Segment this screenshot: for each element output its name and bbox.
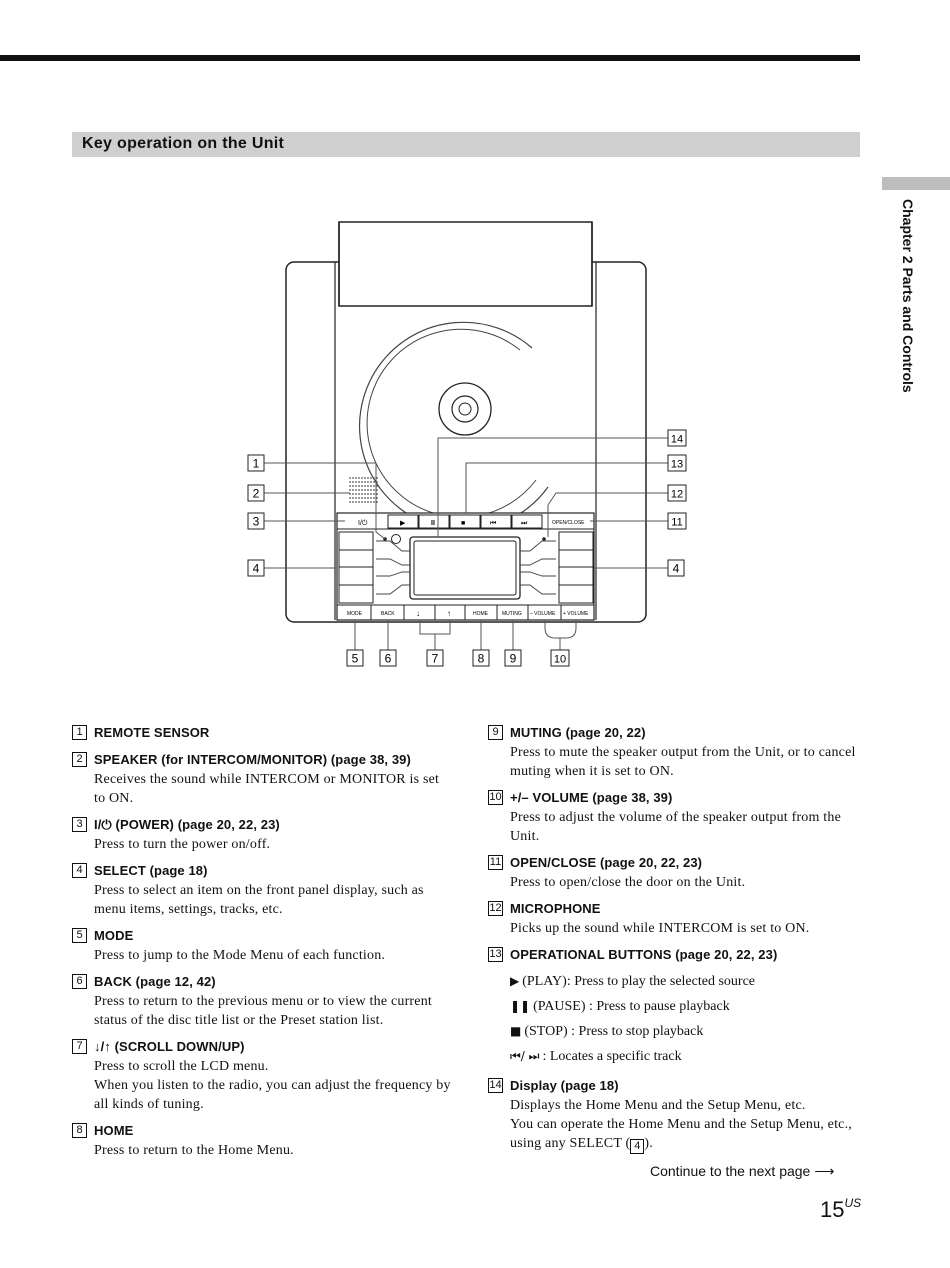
mode-button-label[interactable]: MODE	[347, 611, 362, 617]
callout-11	[668, 513, 686, 529]
item-description: Press to return to the Home Menu.	[94, 1143, 294, 1158]
select-button-left-2[interactable]	[339, 550, 373, 567]
item-number: 12	[489, 902, 502, 914]
item-title: SPEAKER (for INTERCOM/MONITOR) (page 38, 39)	[94, 752, 411, 767]
item-title: ↓/↑ (SCROLL DOWN/UP)	[94, 1039, 245, 1054]
svg-text:13: 13	[670, 458, 684, 471]
item-title: SELECT (page 18)	[94, 863, 208, 878]
back-button-label[interactable]: BACK	[381, 611, 395, 617]
next-button-label: ⏭	[521, 520, 528, 527]
select-button-left-4[interactable]	[339, 585, 373, 603]
svg-text:6: 6	[384, 651, 392, 666]
callout-6	[380, 650, 396, 666]
item-number: 5	[72, 928, 87, 943]
svg-text:12: 12	[670, 488, 684, 501]
item-description: Picks up the sound while INTERCOM is set to ON.	[510, 921, 810, 936]
item-description: Press to open/close the door on the Unit.	[510, 875, 746, 890]
stop-icon: ■	[510, 1024, 522, 1038]
svg-text:5: 5	[351, 651, 359, 666]
item-title: I/⏻ (POWER) (page 20, 22, 23)	[94, 817, 280, 832]
item-number: 1	[72, 725, 87, 740]
item-title: Display (page 18)	[510, 1078, 619, 1093]
item-number: 7	[72, 1039, 87, 1054]
door-panel	[339, 222, 592, 306]
item-title: OPERATIONAL BUTTONS (page 20, 22, 23)	[510, 947, 778, 962]
page-number: $15^{US}$	[820, 1196, 862, 1222]
item-number: 9	[488, 725, 503, 740]
inline-callout-ref: 4	[630, 1139, 644, 1154]
continue-text: Continue to the next page	[650, 1163, 811, 1179]
list-item	[488, 722, 868, 781]
op-line-play: ▶ (PLAY): Press to play the selected source	[510, 974, 755, 989]
list-item	[72, 814, 452, 854]
callout-13	[668, 455, 686, 471]
select-button-right-1[interactable]	[559, 532, 593, 550]
play-icon: ▶	[510, 974, 520, 988]
list-item	[72, 971, 452, 1030]
item-description: Displays the Home Menu and the Setup Menu, etc.	[510, 1098, 806, 1113]
item-description: Receives the sound while INTERCOM or MONITOR is set to ON.	[94, 772, 440, 806]
svg-text:2: 2	[252, 486, 260, 501]
callout-5	[347, 650, 363, 666]
item-description: Press to return to the previous menu or to view the current status of the disc title list or the Preset station list.	[94, 994, 432, 1028]
list-item	[72, 925, 452, 965]
page-suffix: US	[844, 1196, 862, 1210]
item-number: 11	[489, 856, 502, 868]
skip-icon: ⏮/ ⏭	[510, 1049, 540, 1063]
select-button-right-4[interactable]	[559, 585, 593, 603]
volume-minus-button-label[interactable]: – VOLUME	[530, 611, 556, 617]
item-title: HOME	[94, 1123, 134, 1138]
item-description: Press to mute the speaker output from the Unit, or to cancel muting when it is set to ON.	[510, 745, 856, 779]
volume-plus-button-label[interactable]: + VOLUME	[563, 611, 589, 617]
svg-text:8: 8	[477, 651, 485, 666]
item-description: Press to adjust the volume of the speaker output from the Unit.	[510, 810, 842, 844]
list-item	[488, 787, 868, 846]
list-item	[72, 1120, 452, 1160]
pause-button-label: II	[431, 520, 435, 527]
svg-text:11: 11	[671, 516, 683, 529]
section-title: Key operation on the Unit	[82, 135, 285, 152]
item-number: 8	[72, 1123, 87, 1138]
svg-text:3: 3	[252, 514, 260, 529]
home-button-label[interactable]: HOME	[473, 611, 488, 617]
callout-1	[248, 455, 264, 471]
microphone	[542, 537, 546, 541]
list-item	[488, 1075, 868, 1154]
item-description-extra: You can operate the Home Menu and the Setup Menu, etc., using any SELECT ( 4 ).	[510, 1117, 852, 1152]
select-button-left-1[interactable]	[339, 532, 373, 550]
list-item	[488, 898, 868, 938]
item-number: 14	[489, 1079, 502, 1091]
svg-text:4: 4	[672, 561, 680, 576]
item-title: MODE	[94, 928, 134, 943]
continue-note	[650, 1163, 834, 1180]
item-number: 4	[72, 863, 87, 878]
callout-9	[505, 650, 521, 666]
callout-8	[473, 650, 489, 666]
callout-2	[248, 485, 264, 501]
op-line-stop: ■ (STOP) : Press to stop playback	[510, 1024, 704, 1039]
pause-icon: ❚❚	[510, 999, 531, 1013]
down-button-label[interactable]: ↓	[416, 609, 420, 618]
item-title: REMOTE SENSOR	[94, 725, 210, 740]
callout-10	[551, 650, 569, 666]
callout-3	[248, 513, 264, 529]
arrow-right-icon: ⟶	[814, 1163, 835, 1179]
item-title: MUTING (page 20, 22)	[510, 725, 646, 740]
svg-text:1: 1	[252, 456, 260, 471]
list-item	[72, 749, 452, 808]
item-number: 2	[72, 752, 87, 767]
chapter-label: Chapter 2 Parts and Controls	[900, 199, 916, 393]
operational-buttons-list	[510, 969, 868, 1069]
item-description: Press to select an item on the front panel display, such as menu items, settings, tracks, etc.	[94, 883, 424, 917]
item-description: Press to jump to the Mode Menu of each function.	[94, 948, 386, 963]
stop-button-label: ■	[461, 520, 466, 527]
svg-text:4: 4	[252, 561, 260, 576]
item-number: 13	[489, 948, 502, 960]
item-description: Press to scroll the LCD menu.	[94, 1059, 269, 1074]
op-line-skip: ⏮/ ⏭ : Locates a specific track	[510, 1049, 682, 1064]
up-button-label[interactable]: ↑	[447, 609, 451, 618]
item-description: Press to turn the power on/off.	[94, 837, 271, 852]
select-button-left-3[interactable]	[339, 567, 373, 585]
svg-text:10: 10	[553, 653, 567, 666]
prev-button-label: ⏮	[490, 520, 497, 527]
callout-7	[427, 650, 443, 666]
open-close-button-label[interactable]: OPEN/CLOSE	[552, 520, 585, 526]
select-button-right-3[interactable]	[559, 567, 593, 585]
item-title: MICROPHONE	[510, 901, 601, 916]
item-title: +/– VOLUME (page 38, 39)	[510, 790, 673, 805]
op-line-pause: ❚❚ (PAUSE) : Press to pause playback	[510, 999, 730, 1014]
callout-4-right	[668, 560, 684, 576]
item-number: 3	[72, 817, 87, 832]
power-button-label[interactable]: I/⏻	[358, 520, 368, 527]
remote-sensor	[392, 535, 401, 544]
callout-14	[668, 430, 686, 446]
callout-12	[668, 485, 686, 501]
item-number: 10	[489, 791, 502, 803]
play-button-label: ▶	[400, 520, 406, 527]
list-item	[72, 860, 452, 919]
callout-4-left	[248, 560, 264, 576]
item-title: OPEN/CLOSE (page 20, 22, 23)	[510, 855, 703, 870]
select-button-right-2[interactable]	[559, 550, 593, 567]
list-item	[72, 1036, 452, 1114]
svg-text:9: 9	[509, 651, 517, 666]
svg-text:7: 7	[431, 651, 439, 666]
parts-list-left	[72, 722, 452, 1166]
item-number: 6	[72, 974, 87, 989]
list-item	[488, 852, 868, 892]
muting-button-label[interactable]: MUTING	[502, 611, 522, 617]
item-title: BACK (page 12, 42)	[94, 974, 216, 989]
svg-text:14: 14	[670, 433, 684, 446]
item-description-extra: When you listen to the radio, you can adjust the frequency by all kinds of tuning.	[94, 1078, 451, 1112]
list-item	[488, 944, 868, 1069]
list-item	[72, 722, 452, 743]
parts-list-right	[488, 722, 868, 1160]
